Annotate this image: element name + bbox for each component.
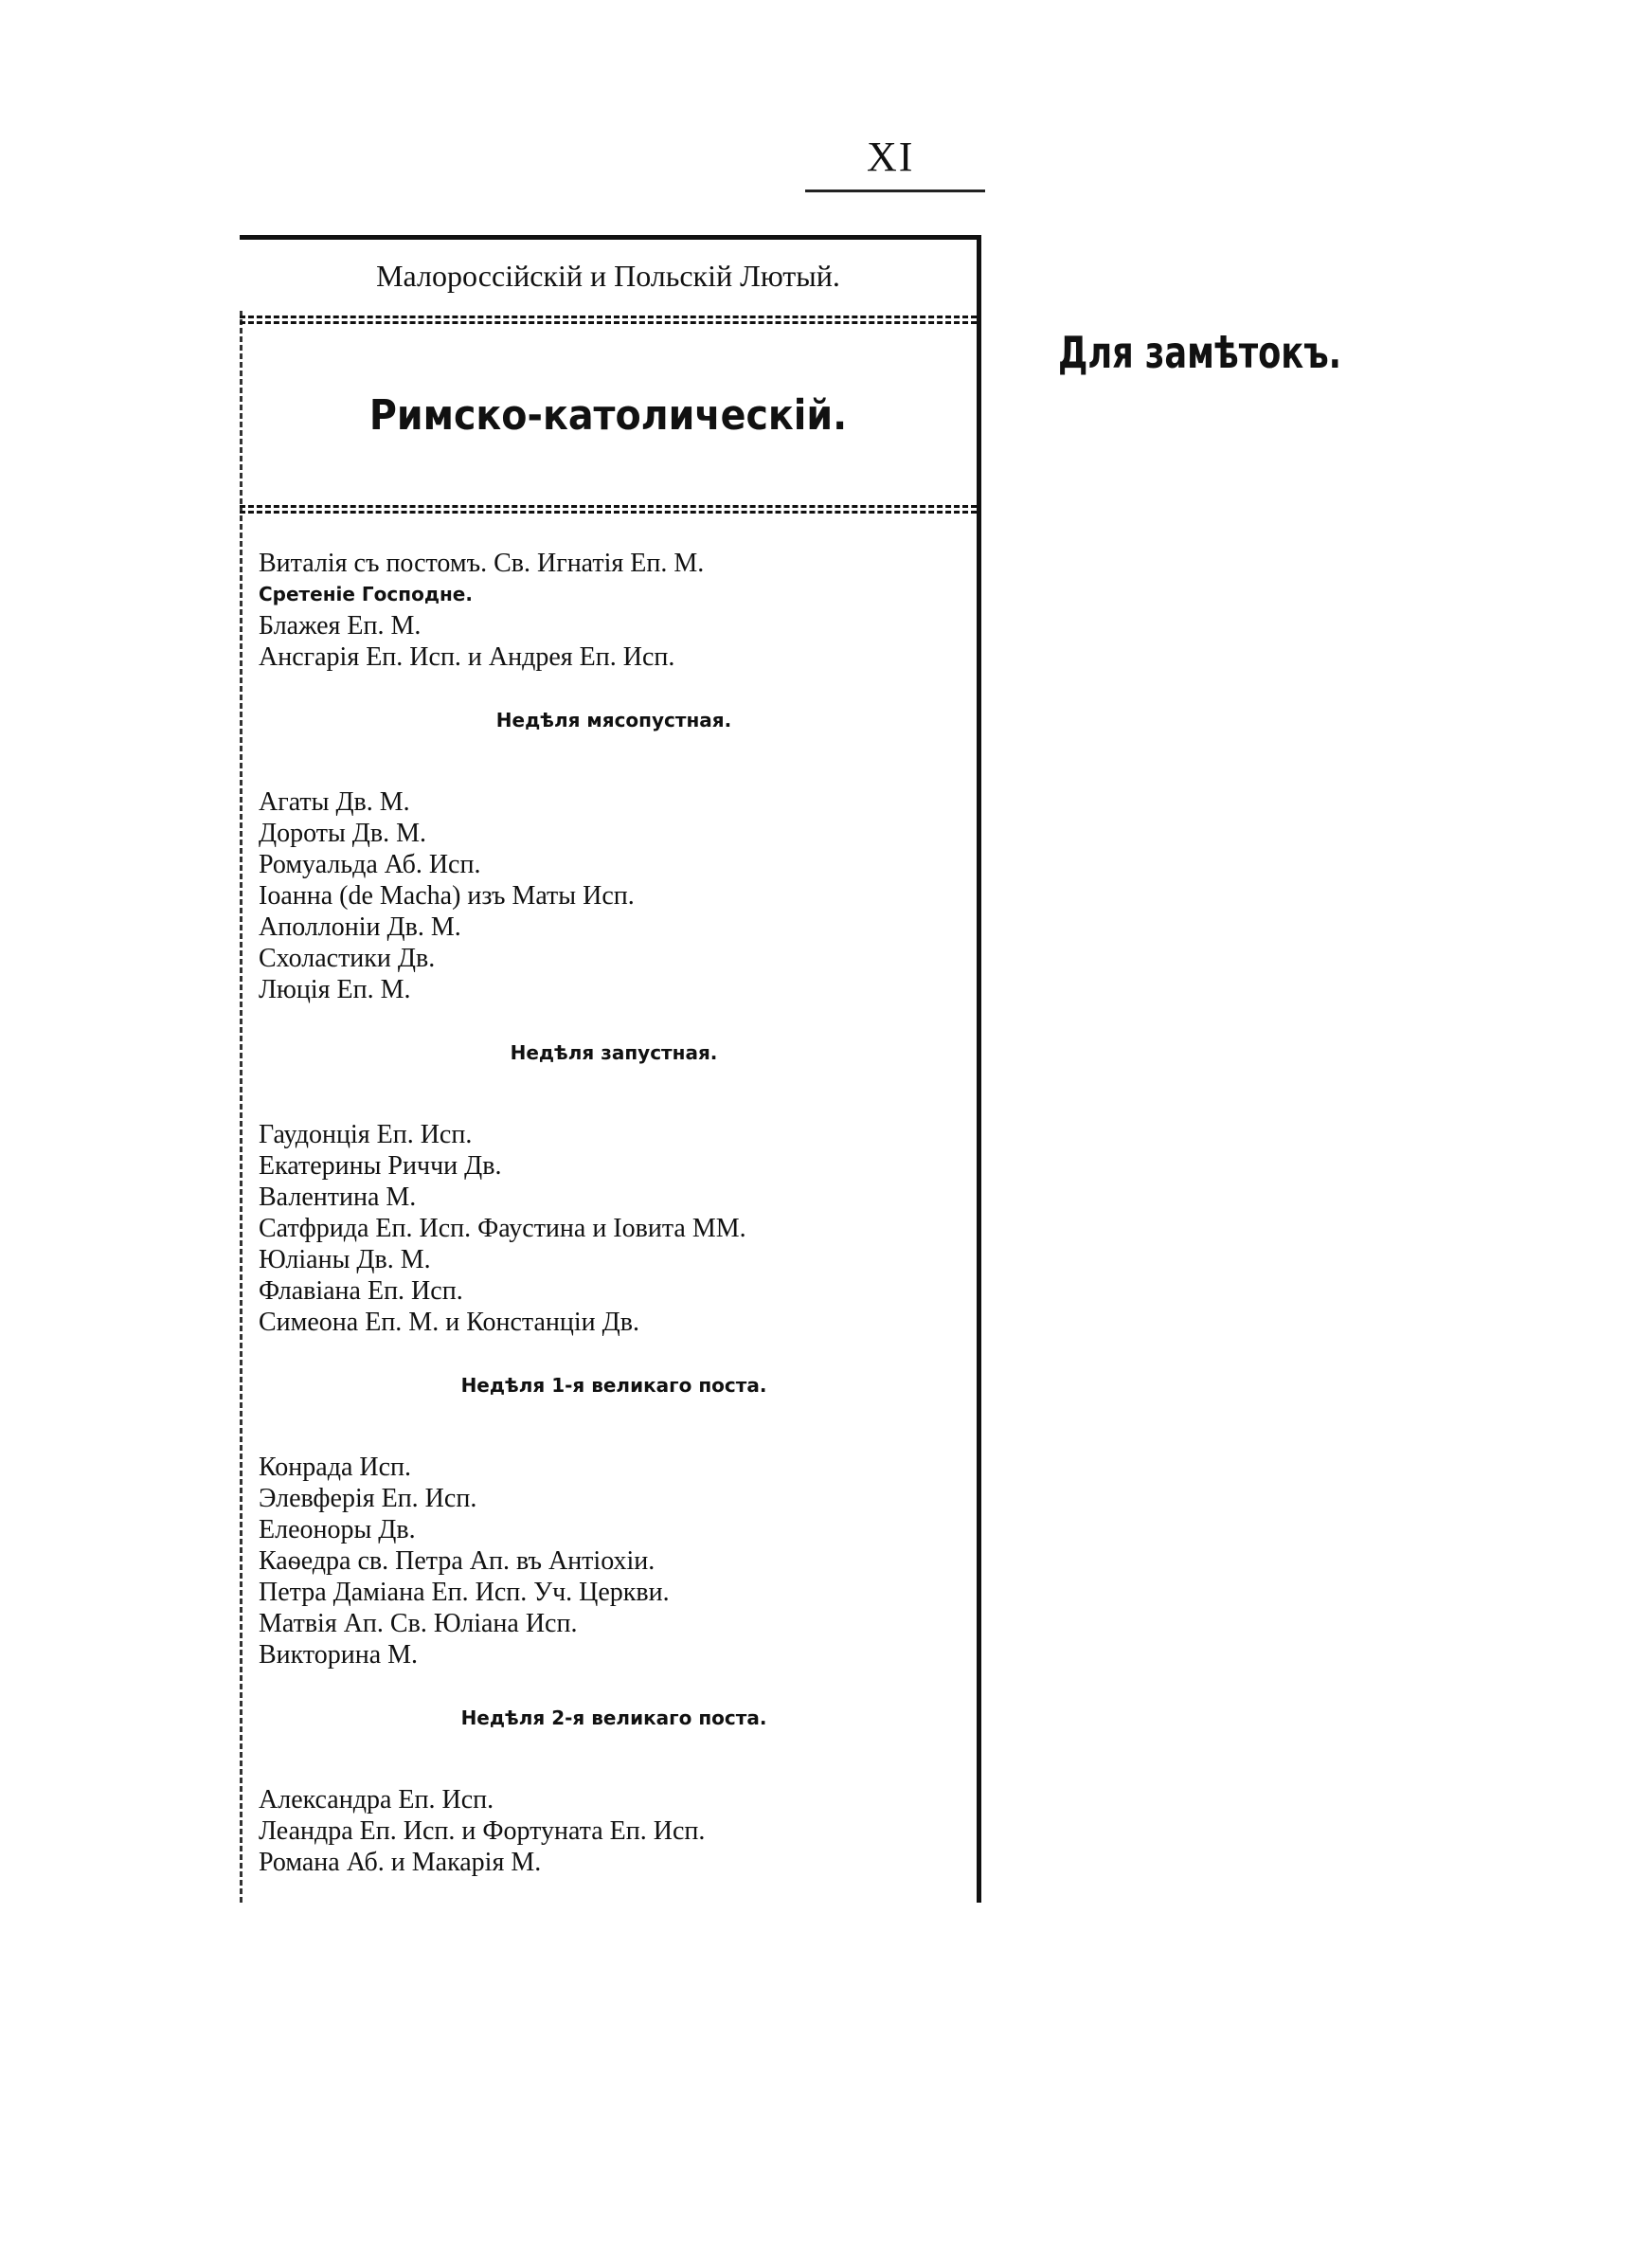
calendar-line: Екатерины Риччи Дв. <box>259 1151 502 1181</box>
calendar-line: Аполлоніи Дв. М. <box>259 912 461 942</box>
calendar-line: Матвія Ап. Св. Юліана Исп. <box>259 1609 578 1638</box>
week-title: Недѣля запустная. <box>510 1041 718 1064</box>
calendar-line: Елеоноры Дв. <box>259 1515 416 1544</box>
calendar-line: Ромуальда Аб. Исп. <box>259 850 481 879</box>
header-divider <box>240 316 977 324</box>
calendar-line: Валентина М. <box>259 1183 417 1212</box>
calendar-line: Викторина М. <box>259 1640 419 1670</box>
calendar-line: Люція Еп. М. <box>259 975 411 1004</box>
notes-title: Для замѣтокъ. <box>1058 327 1342 378</box>
right-border <box>977 235 981 1903</box>
left-border <box>240 311 242 1903</box>
calendar-line: Ансгарія Еп. Исп. и Андрея Еп. Исп. <box>259 642 675 672</box>
calendar-line: Юліаны Дв. М. <box>259 1245 431 1274</box>
calendar-line: Іоанна (de Macha) изъ Маты Исп. <box>259 881 635 911</box>
calendar-line: Агаты Дв. М. <box>259 787 410 817</box>
calendar-line: Элевферія Еп. Исп. <box>259 1484 477 1513</box>
calendar-column <box>240 235 977 1903</box>
week-title: Недѣля мясопустная. <box>495 709 732 731</box>
top-rule <box>240 235 979 240</box>
calendar-line: Романа Аб. и Макарія М. <box>259 1848 542 1877</box>
calendar-line: Дороты Дв. М. <box>259 819 426 848</box>
calendar-line: Конрада Исп. <box>259 1453 411 1482</box>
calendar-line: Флавіана Еп. Исп. <box>259 1276 463 1306</box>
calendar-line: Сатфрида Еп. Исп. Фаустина и Іовита ММ. <box>259 1214 746 1243</box>
calendar-entries <box>259 548 969 1878</box>
calendar-line: Каѳедра св. Петра Ап. въ Антіохіи. <box>259 1546 655 1576</box>
page-number-rule <box>805 190 985 192</box>
calendar-line: Сретеніе Господне. <box>259 583 473 605</box>
section-divider <box>240 505 977 514</box>
calendar-line: Леандра Еп. Исп. и Фортуната Еп. Исп. <box>259 1816 706 1846</box>
calendar-line: Симеона Еп. М. и Констанціи Дв. <box>259 1308 639 1337</box>
calendar-line: Петра Даміана Еп. Исп. Уч. Церкви. <box>259 1578 670 1607</box>
calendar-line: Александра Еп. Исп. <box>259 1785 494 1815</box>
section-title: Римско-католическій. <box>368 391 848 440</box>
page-number: XI <box>867 134 915 180</box>
calendar-header: Малороссійскій и Польскій Лютый. <box>376 259 840 293</box>
week-title: Недѣля 1-я великаго поста. <box>460 1374 767 1397</box>
calendar-line: Блажея Еп. М. <box>259 611 422 641</box>
week-title: Недѣля 2-я великаго поста. <box>460 1706 767 1729</box>
calendar-line: Гаудонція Еп. Исп. <box>259 1120 473 1149</box>
calendar-line: Схоластики Дв. <box>259 944 436 973</box>
calendar-line: Виталія съ постомъ. Св. Игнатія Еп. М. <box>259 549 705 578</box>
